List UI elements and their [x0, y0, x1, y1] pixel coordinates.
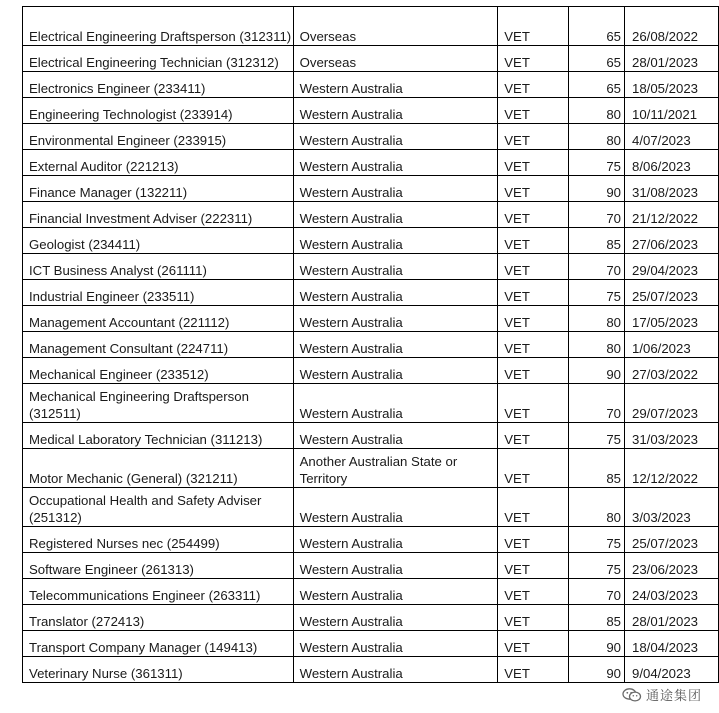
type-cell: VET	[498, 280, 569, 306]
occupation-cell: ICT Business Analyst (261111)	[23, 254, 294, 280]
type-cell: VET	[498, 46, 569, 72]
date-cell: 28/01/2023	[625, 46, 719, 72]
table-row	[23, 553, 719, 579]
points-cell: 85	[569, 605, 625, 631]
type-cell: VET	[498, 488, 569, 527]
state-cell: Western Australia	[293, 280, 498, 306]
date-cell: 29/07/2023	[625, 384, 719, 423]
points-cell: 80	[569, 332, 625, 358]
type-cell: VET	[498, 358, 569, 384]
table-row	[23, 631, 719, 657]
table-row	[23, 254, 719, 280]
occupation-cell: External Auditor (221213)	[23, 150, 294, 176]
date-cell: 31/03/2023	[625, 423, 719, 449]
type-cell: VET	[498, 228, 569, 254]
watermark-text: 通途集团	[645, 689, 702, 704]
date-cell: 23/06/2023	[625, 553, 719, 579]
table-row	[23, 605, 719, 631]
occupation-cell: Transport Company Manager (149413)	[23, 631, 294, 657]
date-cell: 25/07/2023	[625, 280, 719, 306]
occupation-table-body	[23, 7, 719, 683]
table-row	[23, 488, 719, 527]
date-cell: 18/05/2023	[625, 72, 719, 98]
type-cell: VET	[498, 72, 569, 98]
table-row	[23, 527, 719, 553]
date-cell: 4/07/2023	[625, 124, 719, 150]
points-cell: 80	[569, 98, 625, 124]
state-cell: Western Australia	[293, 631, 498, 657]
occupation-cell: Electronics Engineer (233411)	[23, 72, 294, 98]
points-cell: 70	[569, 202, 625, 228]
date-cell: 9/04/2023	[625, 657, 719, 683]
date-cell: 21/12/2022	[625, 202, 719, 228]
occupation-cell: Translator (272413)	[23, 605, 294, 631]
points-cell: 90	[569, 657, 625, 683]
type-cell: VET	[498, 605, 569, 631]
date-cell: 18/04/2023	[625, 631, 719, 657]
state-cell: Western Australia	[293, 423, 498, 449]
wechat-icon	[622, 688, 642, 702]
date-cell: 28/01/2023	[625, 605, 719, 631]
type-cell: VET	[498, 332, 569, 358]
table-row	[23, 358, 719, 384]
occupation-cell: Engineering Technologist (233914)	[23, 98, 294, 124]
type-cell: VET	[498, 384, 569, 423]
date-cell: 3/03/2023	[625, 488, 719, 527]
points-cell: 65	[569, 72, 625, 98]
table-row	[23, 124, 719, 150]
table-row	[23, 150, 719, 176]
state-cell: Western Australia	[293, 124, 498, 150]
state-cell: Western Australia	[293, 527, 498, 553]
state-cell: Western Australia	[293, 553, 498, 579]
table-row	[23, 228, 719, 254]
date-cell: 1/06/2023	[625, 332, 719, 358]
occupation-cell: Motor Mechanic (General) (321211)	[23, 449, 294, 488]
date-cell: 25/07/2023	[625, 527, 719, 553]
table-row	[23, 176, 719, 202]
type-cell: VET	[498, 98, 569, 124]
type-cell: VET	[498, 579, 569, 605]
table-row	[23, 579, 719, 605]
points-cell: 65	[569, 7, 625, 46]
type-cell: VET	[498, 527, 569, 553]
occupation-cell: Occupational Health and Safety Adviser (251312)	[23, 488, 294, 527]
date-cell: 12/12/2022	[625, 449, 719, 488]
date-cell: 26/08/2022	[625, 7, 719, 46]
occupation-cell: Industrial Engineer (233511)	[23, 280, 294, 306]
table-row	[23, 46, 719, 72]
state-cell: Western Australia	[293, 254, 498, 280]
type-cell: VET	[498, 449, 569, 488]
state-cell: Western Australia	[293, 228, 498, 254]
type-cell: VET	[498, 124, 569, 150]
points-cell: 80	[569, 124, 625, 150]
points-cell: 75	[569, 553, 625, 579]
occupation-cell: Financial Investment Adviser (222311)	[23, 202, 294, 228]
points-cell: 80	[569, 488, 625, 527]
date-cell: 27/03/2022	[625, 358, 719, 384]
state-cell: Western Australia	[293, 72, 498, 98]
table-row	[23, 384, 719, 423]
occupation-cell: Finance Manager (132211)	[23, 176, 294, 202]
state-cell: Western Australia	[293, 332, 498, 358]
type-cell: VET	[498, 150, 569, 176]
state-cell: Western Australia	[293, 202, 498, 228]
occupation-table	[22, 6, 719, 683]
state-cell: Western Australia	[293, 98, 498, 124]
type-cell: VET	[498, 306, 569, 332]
type-cell: VET	[498, 553, 569, 579]
state-cell: Western Australia	[293, 358, 498, 384]
state-cell: Another Australian State or Territory	[293, 449, 498, 488]
watermark	[619, 684, 705, 705]
type-cell: VET	[498, 202, 569, 228]
occupation-cell: Electrical Engineering Draftsperson (312311)	[23, 7, 294, 46]
type-cell: VET	[498, 631, 569, 657]
points-cell: 90	[569, 358, 625, 384]
table-row	[23, 280, 719, 306]
occupation-cell: Registered Nurses nec (254499)	[23, 527, 294, 553]
points-cell: 85	[569, 449, 625, 488]
table-row	[23, 72, 719, 98]
points-cell: 80	[569, 306, 625, 332]
occupation-cell: Veterinary Nurse (361311)	[23, 657, 294, 683]
points-cell: 70	[569, 384, 625, 423]
points-cell: 65	[569, 46, 625, 72]
type-cell: VET	[498, 657, 569, 683]
date-cell: 10/11/2021	[625, 98, 719, 124]
occupation-cell: Environmental Engineer (233915)	[23, 124, 294, 150]
state-cell: Western Australia	[293, 384, 498, 423]
points-cell: 75	[569, 150, 625, 176]
points-cell: 75	[569, 280, 625, 306]
occupation-cell: Medical Laboratory Technician (311213)	[23, 423, 294, 449]
table-row	[23, 332, 719, 358]
table-row	[23, 657, 719, 683]
type-cell: VET	[498, 423, 569, 449]
state-cell: Western Australia	[293, 579, 498, 605]
points-cell: 85	[569, 228, 625, 254]
state-cell: Western Australia	[293, 306, 498, 332]
type-cell: VET	[498, 176, 569, 202]
table-row	[23, 7, 719, 46]
occupation-cell: Geologist (234411)	[23, 228, 294, 254]
table-row	[23, 449, 719, 488]
date-cell: 8/06/2023	[625, 150, 719, 176]
points-cell: 75	[569, 423, 625, 449]
points-cell: 90	[569, 176, 625, 202]
state-cell: Western Australia	[293, 176, 498, 202]
state-cell: Western Australia	[293, 605, 498, 631]
occupation-cell: Mechanical Engineer (233512)	[23, 358, 294, 384]
occupation-cell: Management Accountant (221112)	[23, 306, 294, 332]
state-cell: Western Australia	[293, 488, 498, 527]
type-cell: VET	[498, 254, 569, 280]
state-cell: Western Australia	[293, 657, 498, 683]
occupation-cell: Software Engineer (261313)	[23, 553, 294, 579]
points-cell: 70	[569, 579, 625, 605]
occupation-cell: Telecommunications Engineer (263311)	[23, 579, 294, 605]
date-cell: 29/04/2023	[625, 254, 719, 280]
occupation-cell: Mechanical Engineering Draftsperson (312511)	[23, 384, 294, 423]
table-row	[23, 202, 719, 228]
state-cell: Overseas	[293, 7, 498, 46]
table-row	[23, 98, 719, 124]
date-cell: 27/06/2023	[625, 228, 719, 254]
date-cell: 17/05/2023	[625, 306, 719, 332]
table-row	[23, 423, 719, 449]
points-cell: 75	[569, 527, 625, 553]
date-cell: 24/03/2023	[625, 579, 719, 605]
state-cell: Overseas	[293, 46, 498, 72]
occupation-cell: Management Consultant (224711)	[23, 332, 294, 358]
points-cell: 70	[569, 254, 625, 280]
occupation-cell: Electrical Engineering Technician (312312)	[23, 46, 294, 72]
date-cell: 31/08/2023	[625, 176, 719, 202]
table-row	[23, 306, 719, 332]
type-cell: VET	[498, 7, 569, 46]
state-cell: Western Australia	[293, 150, 498, 176]
points-cell: 90	[569, 631, 625, 657]
